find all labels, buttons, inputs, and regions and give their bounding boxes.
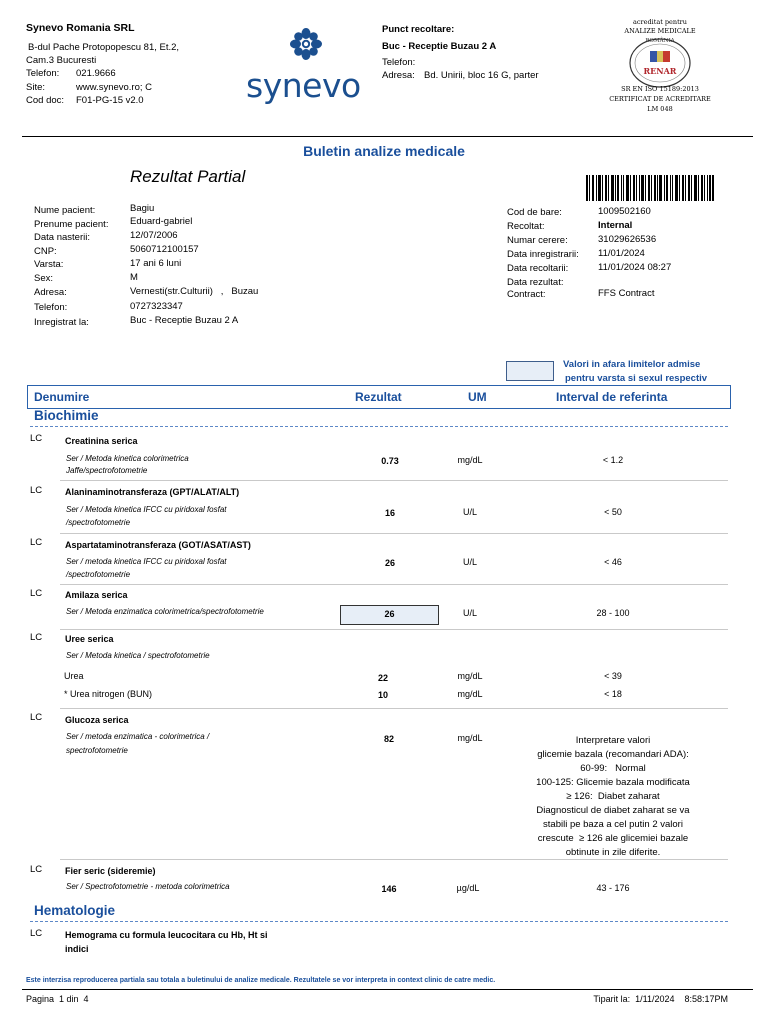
test-name: Alaninaminotransferaza (GPT/ALAT/ALT) <box>65 487 240 497</box>
test-unit: mg/dL <box>457 733 483 743</box>
print-timestamp: Tiparit la: 1/11/2024 8:58:17PM <box>593 994 728 1004</box>
patient-cnp: 5060712100157 <box>130 244 199 255</box>
collection-address: Bd. Unirii, bloc 16 G, parter <box>424 70 539 81</box>
row-divider <box>60 533 728 534</box>
order-collected: Internal <box>598 220 633 231</box>
patient-label: CNP: <box>34 246 57 257</box>
order-request-number: 31029626536 <box>598 234 657 245</box>
reference-line: obtinute in zile diferite. <box>565 847 661 858</box>
accreditation-line4: CERTIFICAT DE ACREDITARE <box>609 95 711 103</box>
accreditation-line2: ANALIZE MEDICALE <box>624 27 696 35</box>
subtest-unit: mg/dL <box>457 689 483 699</box>
order-label: Contract: <box>507 289 546 300</box>
lab-site-label: Site: <box>26 82 46 93</box>
test-unit: U/L <box>462 608 477 618</box>
lc-marker: LC <box>30 712 43 723</box>
lab-code-label: Cod doc: <box>26 95 65 106</box>
patient-first-name: Eduard-gabriel <box>130 216 193 227</box>
row-divider <box>60 584 728 585</box>
subtest-unit: mg/dL <box>457 671 483 681</box>
order-contract: FFS Contract <box>598 288 655 299</box>
test-name-continued: indici <box>65 944 89 954</box>
synevo-logo-text: synevo <box>246 66 361 105</box>
test-unit: U/L <box>462 507 477 517</box>
patient-registered-at: Buc - Receptie Buzau 2 A <box>130 315 239 326</box>
test-result: 16 <box>384 508 395 518</box>
test-name: Uree serica <box>65 634 114 644</box>
test-method: Ser / Metoda kinetica IFCC cu piridoxal fosfat <box>66 505 227 514</box>
row-divider <box>60 480 728 481</box>
subtest-reference: < 18 <box>604 689 622 699</box>
row-divider <box>60 629 728 630</box>
column-um-header: UM <box>468 390 487 404</box>
patient-label: Nume pacient: <box>34 205 96 216</box>
patient-sex: M <box>130 272 138 283</box>
collection-point: Buc - Receptie Buzau 2 A <box>382 41 497 52</box>
test-method: Ser / Metoda kinetica colorimetrica <box>66 454 189 463</box>
reference-line: crescute ≥ 126 ale glicemiei bazale <box>537 833 689 844</box>
order-barcode-value: 1009502160 <box>598 206 651 217</box>
patient-phone: 0727323347 <box>130 301 183 312</box>
patient-label: Varsta: <box>34 259 64 270</box>
test-unit: U/L <box>462 557 477 567</box>
legend-text-line1: Valori in afara limitelor admise <box>563 359 701 370</box>
test-method: Ser / Spectrofotometrie - metoda colorimetrica <box>66 882 230 891</box>
test-reference: < 50 <box>604 507 622 517</box>
footer-divider <box>22 989 753 990</box>
subtest-result: 22 <box>377 673 388 683</box>
legend-text-line2: pentru varsta si sexul respectiv <box>565 373 708 384</box>
accreditation-stamp <box>606 16 714 114</box>
table-header <box>27 385 731 409</box>
row-divider <box>60 708 728 709</box>
order-label: Data rezultat: <box>507 277 564 288</box>
test-reference: < 1.2 <box>602 455 624 465</box>
lc-marker: LC <box>30 433 43 444</box>
barcode-icon <box>586 175 714 201</box>
lab-address-line1: B-dul Pache Protopopescu 81, Et.2, <box>28 42 180 53</box>
lc-marker: LC <box>30 864 43 875</box>
subtest-reference: < 39 <box>604 671 622 681</box>
patient-label: Data nasterii: <box>34 232 90 243</box>
lab-site[interactable]: www.synevo.ro; C <box>76 82 153 93</box>
test-method: /spectrofotometrie <box>66 518 131 527</box>
patient-label: Adresa: <box>34 287 67 298</box>
order-label: Data inregistrarii: <box>507 249 579 260</box>
test-name: Amilaza serica <box>65 590 128 600</box>
patient-last-name: Bagiu <box>130 203 155 214</box>
lab-phone-label: Telefon: <box>26 68 60 79</box>
reference-line: Diagnosticul de diabet zaharat se va <box>536 805 690 816</box>
test-method: /spectrofotometrie <box>66 570 131 579</box>
patient-label: Telefon: <box>34 302 68 313</box>
lab-address-line2: Cam.3 Bucuresti <box>26 55 97 66</box>
test-method: Ser / Metoda kinetica / spectrofotometrie <box>66 651 210 660</box>
lc-marker: LC <box>30 537 43 548</box>
reference-line: glicemie bazala (recomandari ADA): <box>537 749 689 760</box>
lc-marker: LC <box>30 928 43 939</box>
test-name: Hemograma cu formula leucocitara cu Hb, Ht si <box>65 930 268 940</box>
test-result: 26 <box>384 609 395 619</box>
column-name-header: Denumire <box>34 390 90 404</box>
test-method: Ser / metoda enzimatica - colorimetrica / <box>66 732 210 741</box>
out-of-range-legend-box <box>506 361 554 381</box>
reference-line: Interpretare valori <box>575 735 651 746</box>
accreditation-line5: LM 048 <box>647 105 673 113</box>
order-label: Numar cerere: <box>507 235 568 246</box>
collection-address-label: Adresa: <box>382 70 415 81</box>
test-name: Aspartataminotransferaza (GOT/ASAT/AST) <box>65 540 251 550</box>
column-reference-header: Interval de referinta <box>556 390 668 404</box>
test-reference: 28 - 100 <box>596 608 630 618</box>
test-unit: mg/dL <box>457 455 483 465</box>
test-unit: µg/dL <box>456 883 480 893</box>
order-label: Data recoltarii: <box>507 263 569 274</box>
section-divider <box>30 426 728 427</box>
renar-text: RENAR <box>643 66 677 76</box>
result-status: Rezultat Partial <box>130 167 246 186</box>
renar-romania: ROMÂNIA <box>645 38 675 44</box>
subtest-name: * Urea nitrogen (BUN) <box>64 689 153 699</box>
test-method: Ser / Metoda enzimatica colorimetrica/spectrofotometrie <box>66 607 264 616</box>
patient-label: Sex: <box>34 273 54 284</box>
patient-address: Vernesti(str.Culturii) , Buzau <box>130 286 259 297</box>
test-result: 26 <box>384 558 395 568</box>
test-method: spectrofotometrie <box>66 746 128 755</box>
row-divider <box>60 859 728 860</box>
document-title: Buletin analize medicale <box>303 143 465 159</box>
order-label: Recoltat: <box>507 221 545 232</box>
collection-title: Punct recoltare: <box>382 24 455 35</box>
column-result-header: Rezultat <box>355 390 402 404</box>
test-result: 82 <box>383 734 394 744</box>
patient-birth-date: 12/07/2006 <box>130 230 178 241</box>
patient-age: 17 ani 6 luni <box>130 258 182 269</box>
subtest-result: 10 <box>377 690 388 700</box>
lc-marker: LC <box>30 632 43 643</box>
test-name: Creatinina serica <box>65 436 138 446</box>
order-registration-date: 11/01/2024 <box>598 248 645 259</box>
lab-name: Synevo Romania SRL <box>26 22 135 34</box>
subtest-name: Urea <box>64 671 84 681</box>
reference-line: 100-125: Glicemie bazala modificata <box>536 777 690 788</box>
accreditation-line3: SR EN ISO 15189:2013 <box>621 85 699 93</box>
collection-phone-label: Telefon: <box>382 57 416 68</box>
test-result: 0.73 <box>381 456 399 466</box>
patient-label: Inregistrat la: <box>34 317 89 328</box>
test-reference: < 46 <box>604 557 622 567</box>
page-number: Pagina 1 din 4 <box>26 994 89 1004</box>
patient-label: Prenume pacient: <box>34 219 109 230</box>
header-divider <box>22 136 753 137</box>
section-divider <box>30 921 728 922</box>
lc-marker: LC <box>30 485 43 496</box>
reference-line: stabili pe baza a cel putin 2 valori <box>543 819 683 830</box>
test-reference: 43 - 176 <box>596 883 630 893</box>
lc-marker: LC <box>30 588 43 599</box>
footer-disclaimer: Este interzisa reproducerea partiala sau totala a buletinului de analize medicale. Rezultatele se vor interpreta in context clinic de catre medic. <box>26 977 496 984</box>
section-hematologie: Hematologie <box>34 903 116 918</box>
renar-logo-icon <box>628 37 692 89</box>
order-label: Cod de bare: <box>507 207 562 218</box>
accreditation-line1: acreditat pentru <box>633 18 687 26</box>
test-result: 146 <box>381 884 397 894</box>
order-collection-date: 11/01/2024 08:27 <box>598 262 672 273</box>
synevo-logo <box>240 26 370 106</box>
reference-line: 60-99: Normal <box>580 763 646 774</box>
test-name: Glucoza serica <box>65 715 129 725</box>
lab-code: F01-PG-15 v2.0 <box>76 95 144 106</box>
lab-phone: 021.9666 <box>76 68 116 79</box>
test-name: Fier seric (sideremie) <box>65 866 156 876</box>
section-biochimie: Biochimie <box>34 408 99 423</box>
test-method: Jaffe/spectrofotometrie <box>66 466 148 475</box>
reference-line: ≥ 126: Diabet zaharat <box>566 791 660 802</box>
test-method: Ser / metoda kinetica IFCC cu piridoxal fosfat <box>66 557 227 566</box>
